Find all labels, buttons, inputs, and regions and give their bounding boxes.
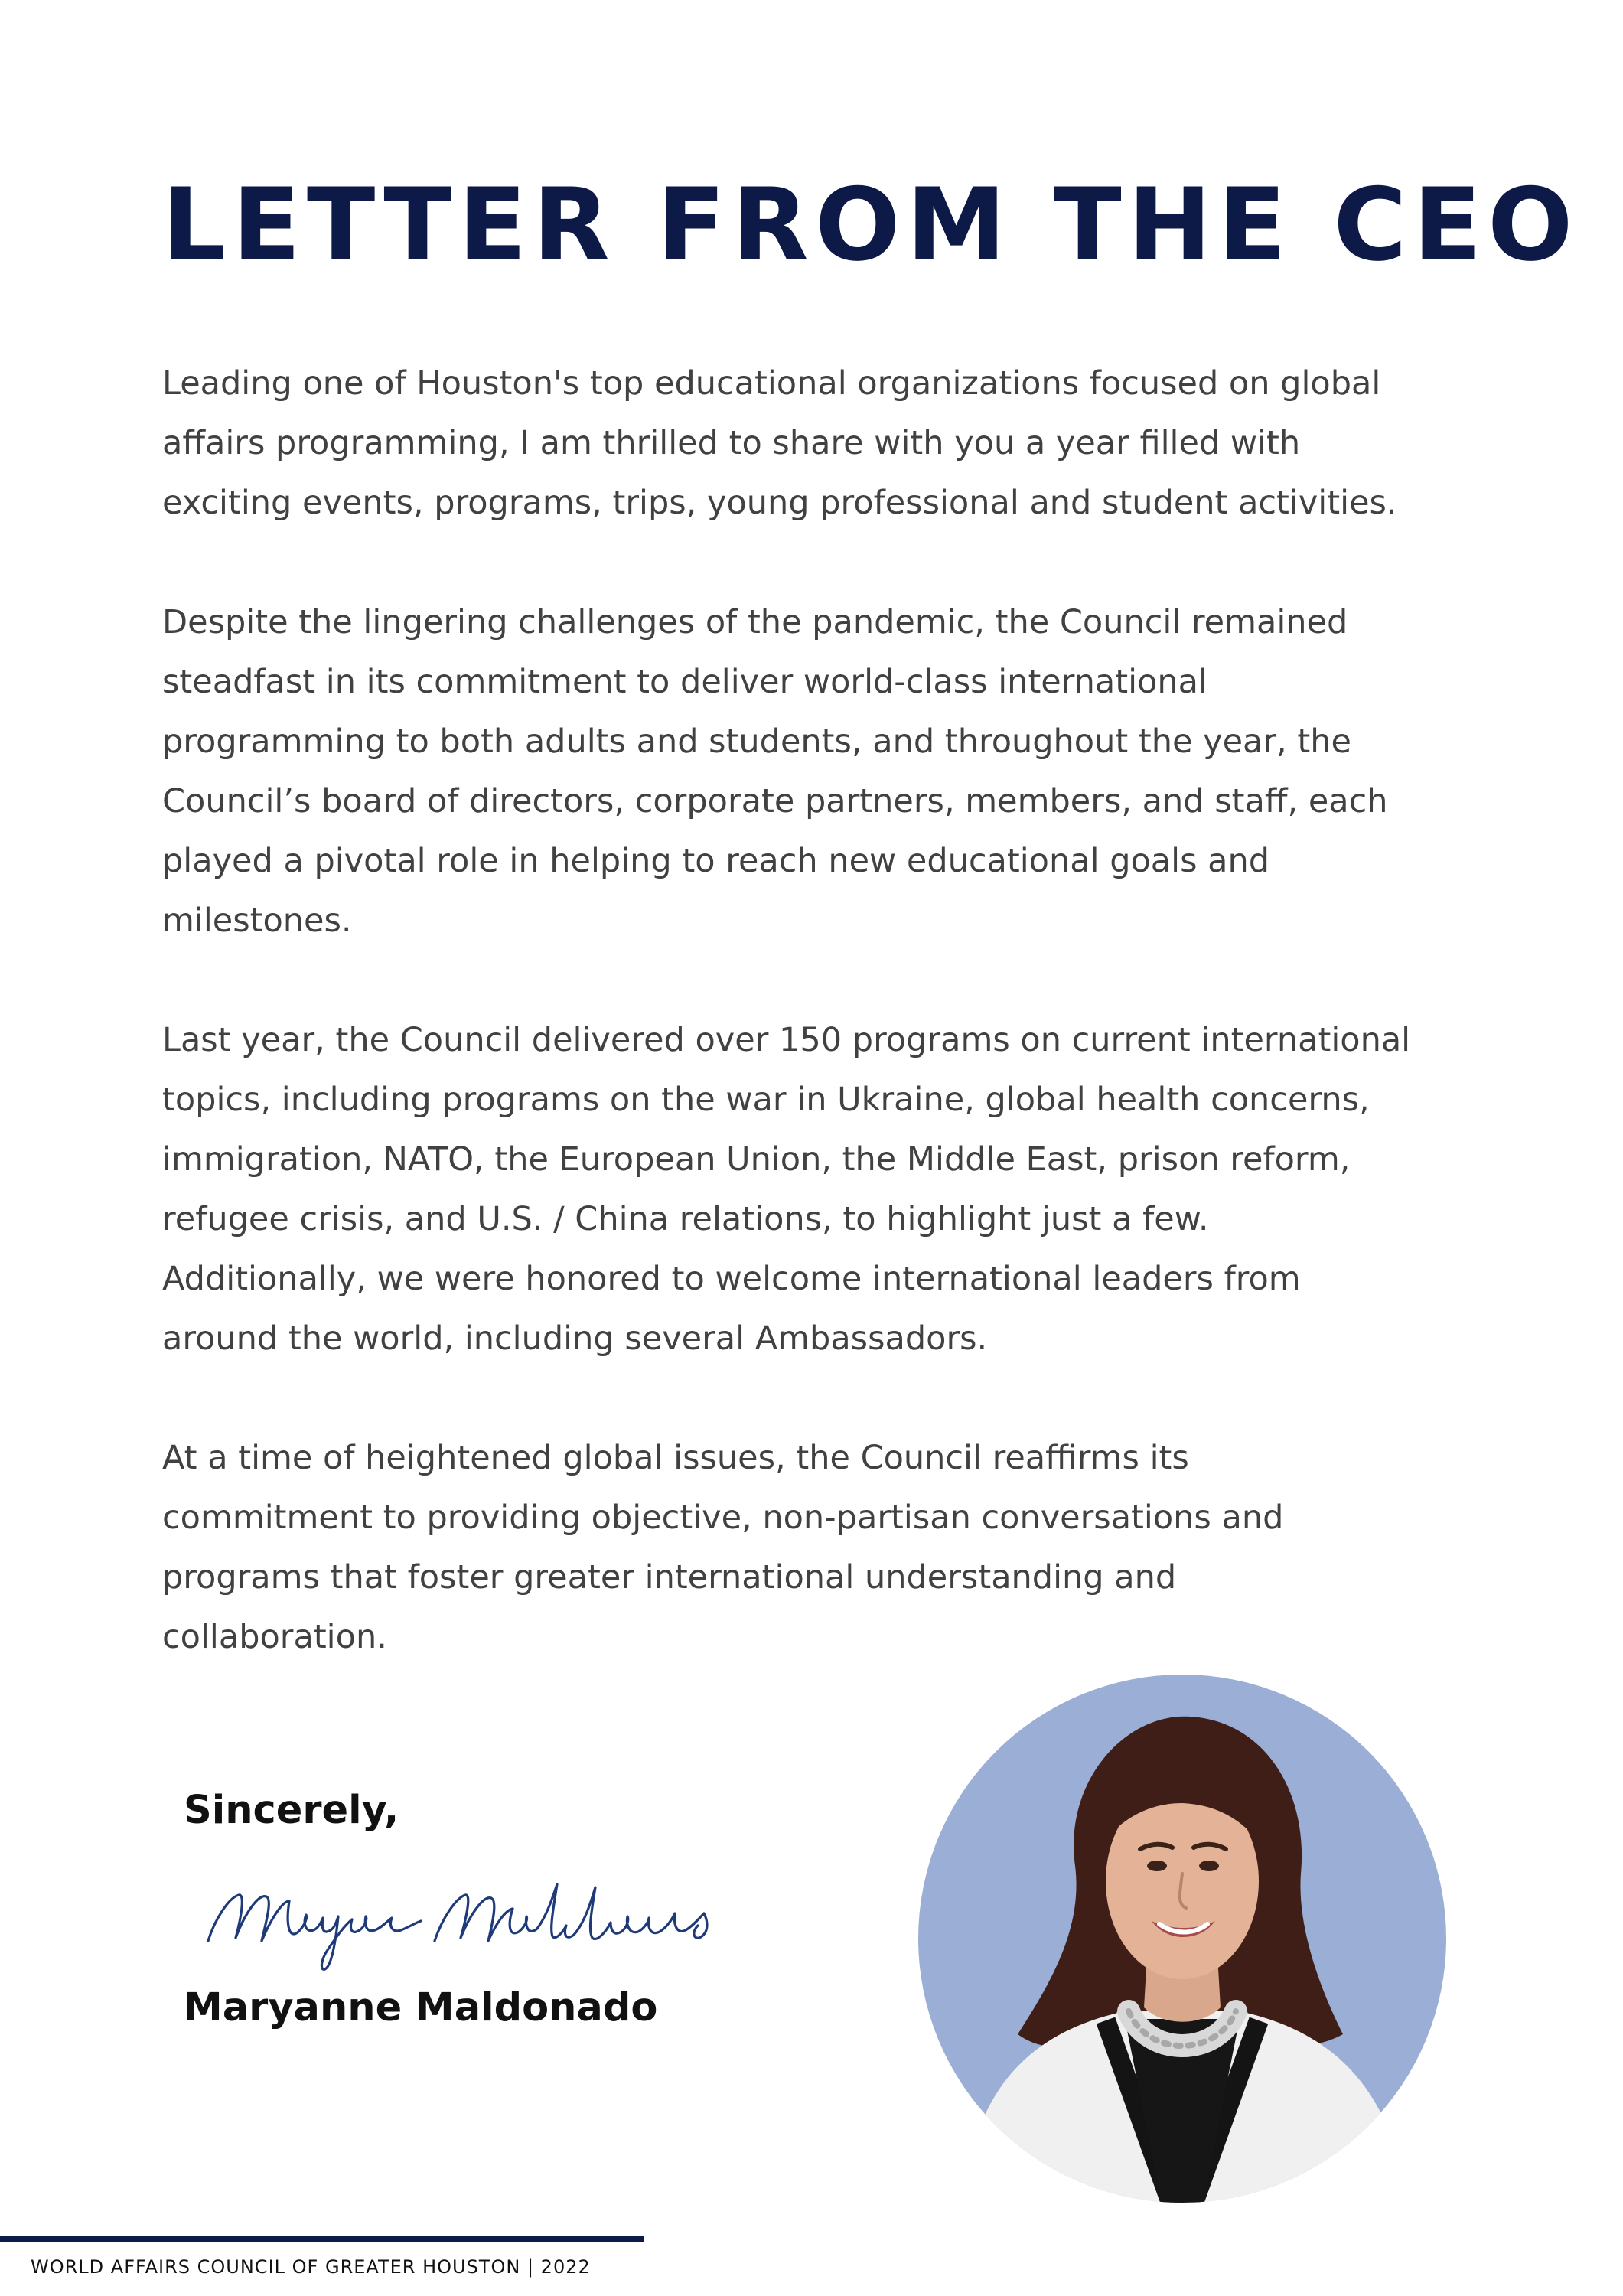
letter-body [162,354,1540,1727]
paragraph-programs: Last year, the Council delivered over 150 programs on current international topics, including programs on the war in Ukraine, global health concerns, immigration, NATO, the European Union, the Middle East, prison reform, refugee crisis, and U.S. / China relations, to highlight just a few. Additionally, we were honored to welcome international leaders from around the world, including several Ambassadors. [162,1021,1411,1358]
closing-salutation: Sincerely, [184,1788,399,1833]
paragraph-intro: Leading one of Houston's top educational organizations focused on global affairs programming, I am thrilled to share with you a year filled with exciting events, programs, trips, young professional and student activities. [162,364,1397,522]
footer-rule [0,2236,644,2242]
paragraph-commitment: At a time of heightened global issues, the Council reaffirms its commitment to providing objective, non-partisan conversations and programs that foster greater international understanding and collaboration. [162,1439,1284,1656]
footer-text: WORLD AFFAIRS COUNCIL OF GREATER HOUSTON | 2022 [31,2256,591,2278]
ceo-portrait-photo [918,1675,1446,2203]
signer-name: Maryanne Maldonado [184,1985,658,2030]
paragraph-pandemic: Despite the lingering challenges of the pandemic, the Council remained steadfast in its commitment to deliver world-class international programming to both adults and students, and throughout the year, the Council’s board of directors, corporate partners, members, and staff, each played a pivotal role in helping to reach new educational goals and milestones. [162,603,1388,940]
handwritten-signature [191,1867,742,1982]
page-title: LETTER FROM THE CEO [162,166,1579,283]
